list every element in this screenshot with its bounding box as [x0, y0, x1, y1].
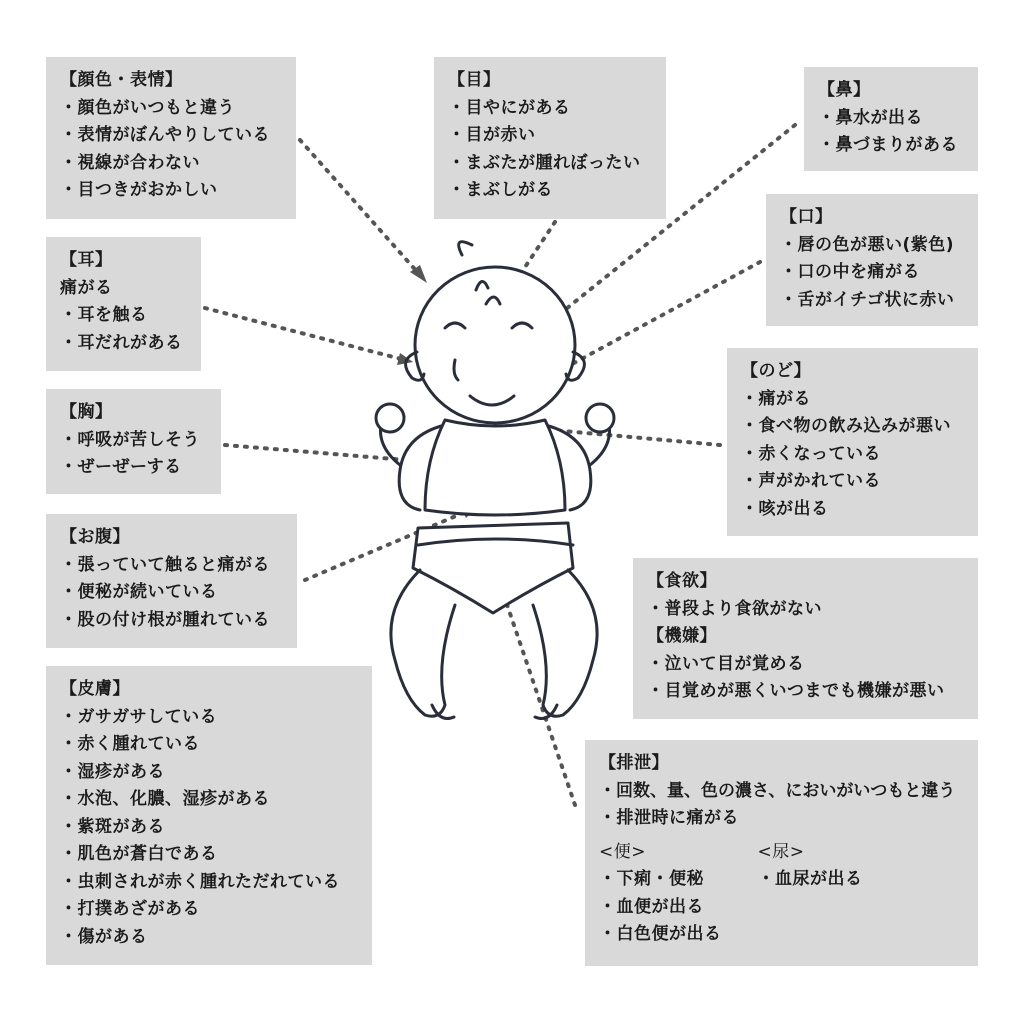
list-item: ・ 目やにがある: [448, 95, 652, 123]
urine-column: [758, 833, 863, 949]
list-item: ・ 血尿が出る: [758, 866, 863, 894]
list-item: ・ 肌色が蒼白である: [60, 841, 358, 869]
list-item: ・ まぶたが腫れぼったい: [448, 150, 652, 178]
box-title: 【お腹】: [60, 527, 130, 547]
box-ears: [46, 237, 201, 371]
list-item: ・ 下痢・便秘: [599, 866, 722, 894]
list-item: ・ ガサガサしている: [60, 704, 358, 732]
list-item: ・ 耳だれがある: [60, 330, 187, 358]
box-title: 【食欲】: [647, 571, 717, 591]
list-item: ・ 視線が合わない: [60, 150, 282, 178]
box-nose: [804, 67, 978, 171]
list-item: ・ 目覚めが悪くいつまでも機嫌が悪い: [647, 678, 964, 706]
box-excretion: [585, 740, 978, 966]
list-item: ・ ぜーぜーする: [60, 454, 207, 482]
box-title: 【顔色・表情】: [60, 70, 183, 90]
list-item: ・ 湿疹がある: [60, 759, 358, 787]
list-item: ・ 水泡、化膿、湿疹がある: [60, 786, 358, 814]
list-item: ・ 打撲あざがある: [60, 896, 358, 924]
list-item: ・ 咳が出る: [741, 496, 964, 524]
box-belly: [46, 514, 297, 648]
list-item: ・ まぶしがる: [448, 177, 652, 205]
box-title: 【口】: [780, 207, 833, 227]
list-item: ・ 白色便が出る: [599, 921, 722, 949]
box-title: 【のど】: [741, 361, 811, 381]
stool-label: <便>: [599, 841, 646, 862]
list-item: ・ 鼻づまりがある: [818, 132, 964, 160]
stool-column: [599, 833, 722, 949]
list-item: ・ 回数、量、色の濃さ、においがいつもと違う: [599, 778, 964, 806]
list-item: ・ 虫刺されが赤く腫れただれている: [60, 869, 358, 897]
list-item: ・ 呼吸が苦しそう: [60, 427, 207, 455]
list-item: ・ 表情がぼんやりしている: [60, 122, 282, 150]
list-item: ・ 排泄時に痛がる: [599, 805, 964, 833]
box-title: 【排泄】: [599, 753, 669, 773]
list-item: ・ 目が赤い: [448, 122, 652, 150]
box-chest: [46, 389, 221, 494]
list-item: ・ 食べ物の飲み込みが悪い: [741, 413, 964, 441]
list-item: ・ 赤くなっている: [741, 441, 964, 469]
arrow-chest: [225, 445, 430, 462]
box-title: 【機嫌】: [647, 626, 717, 646]
box-title: 【耳】: [60, 250, 113, 270]
list-item: ・ 傷がある: [60, 924, 358, 952]
list-item: 痛がる: [60, 277, 113, 298]
arrow-ears: [205, 308, 405, 360]
box-eyes: [434, 57, 666, 219]
list-item: ・ 唇の色が悪い(紫色): [780, 232, 964, 260]
list-item: ・ 声がかれている: [741, 468, 964, 496]
list-item: ・ 口の中を痛がる: [780, 259, 964, 287]
list-item: ・ 股の付け根が腫れている: [60, 607, 283, 635]
box-title: 【皮膚】: [60, 679, 130, 699]
box-skin: [46, 666, 372, 965]
arrow-face: [300, 140, 420, 275]
box-title: 【胸】: [60, 402, 113, 422]
box-throat: [727, 348, 978, 536]
list-item: ・ 顔色がいつもと違う: [60, 95, 282, 123]
list-item: ・ 血便が出る: [599, 894, 722, 922]
list-item: ・ 痛がる: [741, 386, 964, 414]
list-item: ・ 紫斑がある: [60, 814, 358, 842]
box-title: 【鼻】: [818, 80, 871, 100]
list-item: ・ 目つきがおかしい: [60, 177, 282, 205]
list-item: ・ 普段より食欲がない: [647, 596, 964, 624]
urine-label: <尿>: [757, 841, 805, 862]
box-title: 【目】: [448, 70, 501, 90]
list-item: ・ 赤く腫れている: [60, 731, 358, 759]
list-item: ・ 鼻水が出る: [818, 105, 964, 133]
box-mouth: [766, 194, 978, 326]
list-item: ・ 舌がイチゴ状に赤い: [780, 287, 964, 315]
list-item: ・ 便秘が続いている: [60, 579, 283, 607]
box-appetite-mood: [633, 558, 978, 719]
list-item: ・ 耳を触る: [60, 302, 187, 330]
list-item: ・ 張っていて触ると痛がる: [60, 552, 283, 580]
baby-figure: [376, 242, 614, 719]
list-item: ・ 泣いて目が覚める: [647, 651, 964, 679]
box-face: [46, 57, 296, 219]
excretion-columns: [599, 833, 964, 949]
